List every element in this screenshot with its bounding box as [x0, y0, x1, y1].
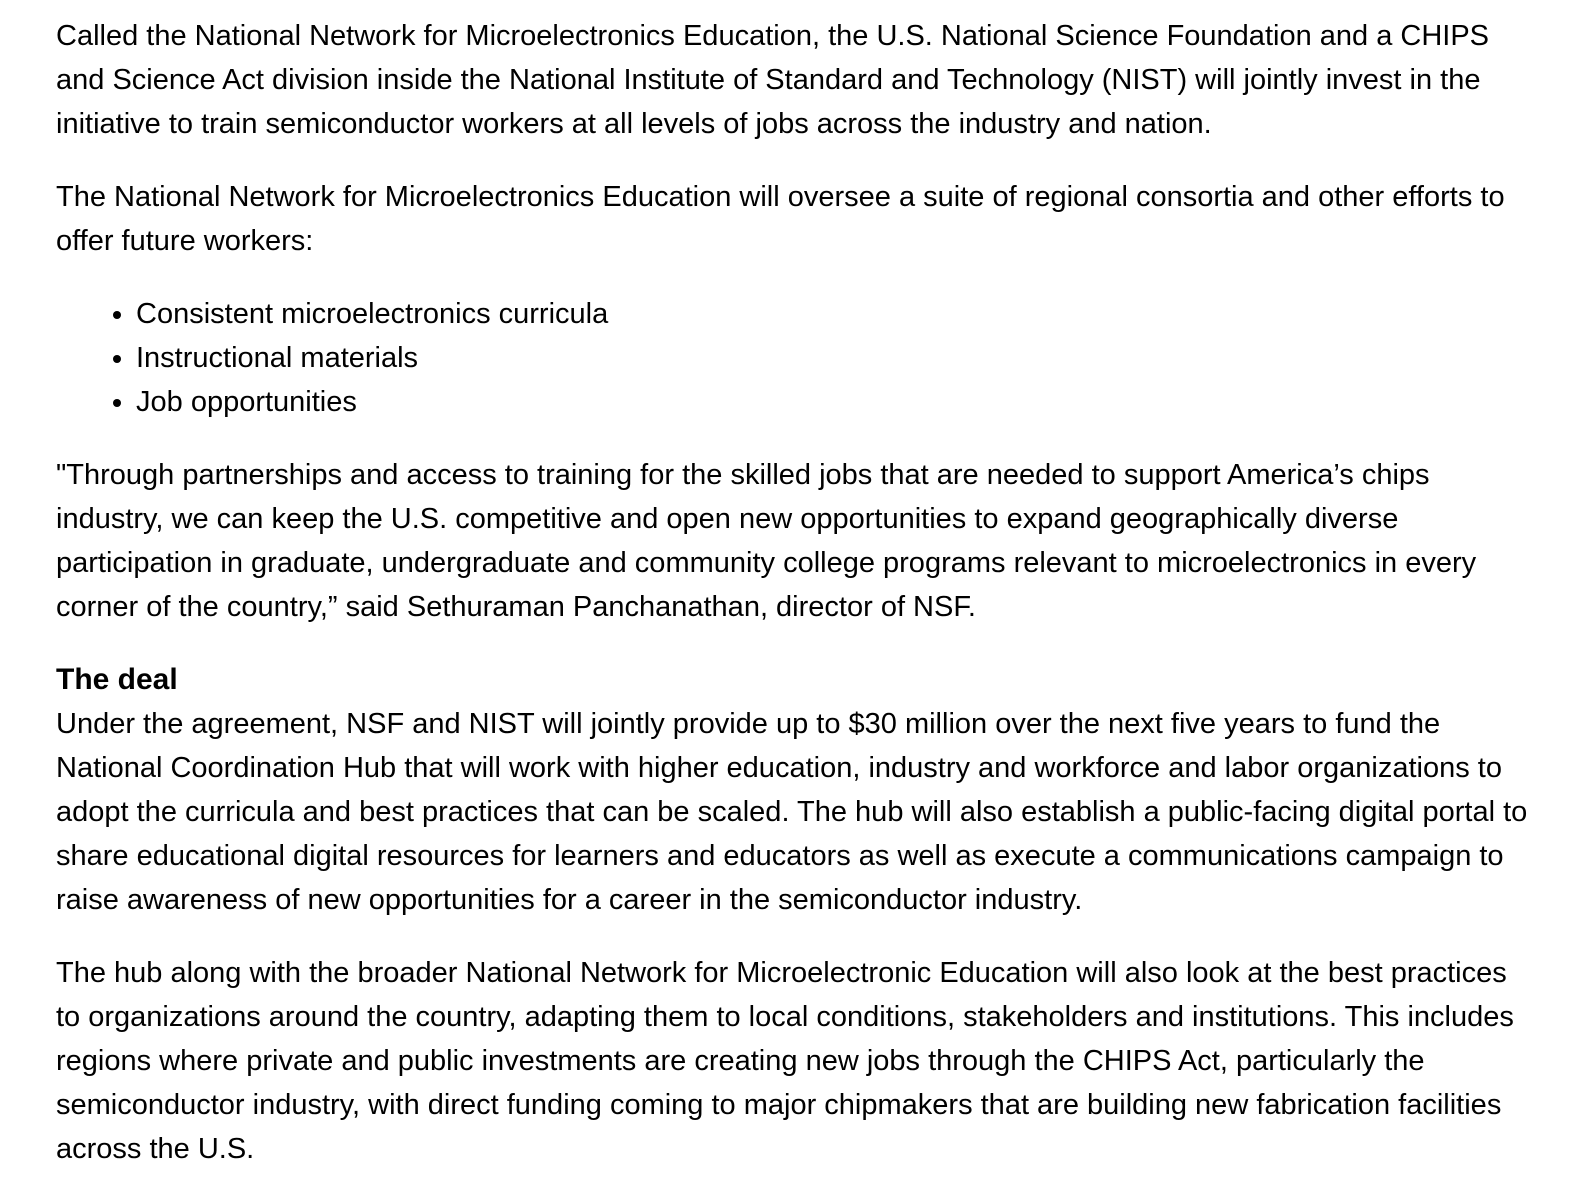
quote-paragraph: "Through partnerships and access to training for the skilled jobs that are needed to support America’s chips industry, we can keep the U.S. competitive and open new opportunities to expand geographically diverse participation in graduate, undergraduate and community college programs relevant to microelectronics in every corner of the country,” said Sethuraman Panchanathan, director of NSF.: [56, 459, 1477, 623]
list-item: • Job opportunities: [136, 380, 1536, 424]
hub-paragraph: The hub along with the broader National Network for Microelectronic Education will also look at the best practices to organizations around the country, adapting them to local conditions, stakeholders and institutions. This includes regions where private and public investments are creating new jobs through the CHIPS Act, particularly the semiconductor industry, with direct funding coming to major chipmakers that are building new fabrication facilities across the U.S.: [56, 957, 1514, 1165]
list-item: • Consistent microelectronics curricula: [136, 292, 1536, 336]
article-body: [56, 14, 1536, 1200]
list-item: • Instructional materials: [136, 336, 1536, 380]
intro-paragraph: Called the National Network for Microelectronics Education, the U.S. National Science Foundation and a CHIPS and Science Act division inside the National Institute of Standard and Technology (NIST) will jointly invest in the initiative to train semiconductor workers at all levels of jobs across the industry and nation.: [56, 20, 1490, 140]
deal-paragraph: Under the agreement, NSF and NIST will jointly provide up to $30 million over the next five years to fund the National Coordination Hub that will work with higher education, industry and workforce and labor organizations to adopt the curricula and best practices that can be scaled. The hub will also establish a public-facing digital portal to share educational digital resources for learners and educators as well as execute a communications campaign to raise awareness of new opportunities for a career in the semiconductor industry.: [56, 708, 1528, 916]
network-paragraph: The National Network for Microelectronics Education will oversee a suite of regional consortia and other efforts to offer future workers:: [56, 181, 1505, 257]
offerings-list: [56, 292, 1536, 424]
section-heading: The deal: [56, 663, 178, 696]
